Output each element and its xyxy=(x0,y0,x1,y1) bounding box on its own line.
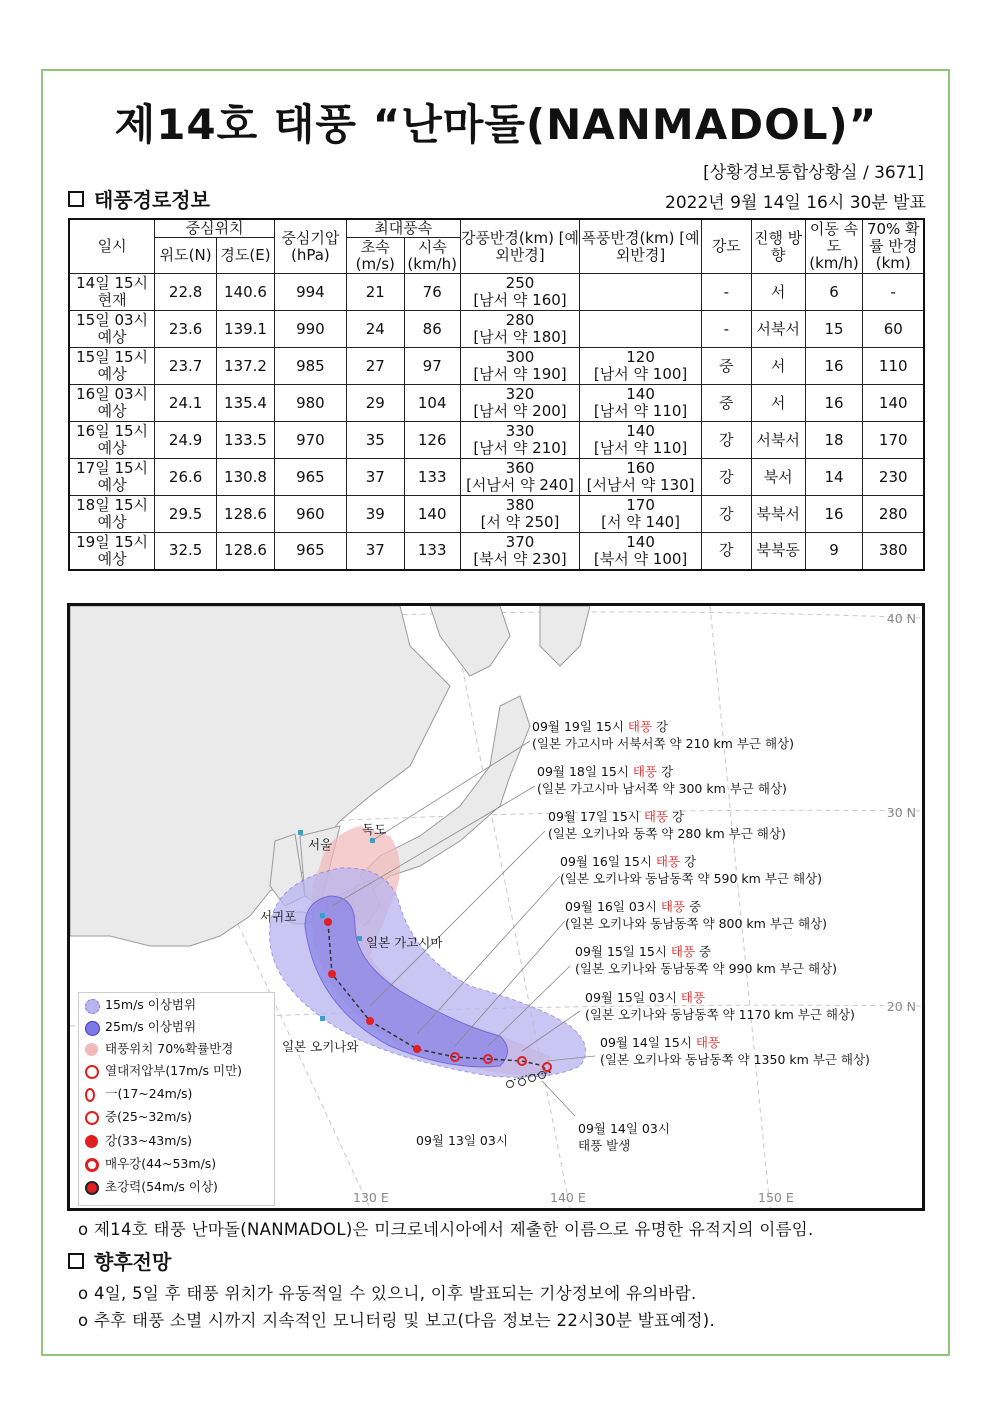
col-intensity: 강도 xyxy=(701,219,751,274)
table-row xyxy=(69,459,924,496)
page-title: 제14호 태풍 “난마돌(NANMADOL)” xyxy=(114,100,878,149)
genesis-time: 09월 14일 03시 xyxy=(578,1121,670,1136)
genesis-label: 태풍 발생 xyxy=(578,1138,631,1153)
col-lon: 경도(E) xyxy=(217,238,275,274)
col-direction: 진행 방향 xyxy=(751,219,805,274)
cell-pressure: 985 xyxy=(274,348,346,385)
cell-speed: 15 xyxy=(805,311,863,348)
legend-super: 초강력(54m/s 이상) xyxy=(105,1177,218,1197)
place-seogwipo: 서귀포 xyxy=(260,909,297,924)
cell-intensity: 중 xyxy=(701,348,751,385)
lon-label-130: 130 E xyxy=(353,1190,389,1205)
checkbox-icon xyxy=(68,191,84,207)
cell-pressure: 965 xyxy=(274,459,346,496)
cell-speed: 9 xyxy=(805,533,863,570)
place-seoul: 서울 xyxy=(308,837,333,852)
cell-kmh: 97 xyxy=(404,348,460,385)
cell-intensity: 강 xyxy=(701,533,751,570)
section-track-info xyxy=(68,184,210,213)
col-storm-radius: 폭풍반경(km) [예외반경] xyxy=(580,219,702,274)
cell-intensity: 강 xyxy=(701,496,751,533)
cell-strong: 370 [북서 약 230] xyxy=(460,533,580,570)
cell-direction: 서북서 xyxy=(751,422,805,459)
col-speed: 이동 속도 (km/h) xyxy=(805,219,863,274)
cell-kmh: 133 xyxy=(404,533,460,570)
cell-strong: 330 [남서 약 210] xyxy=(460,422,580,459)
track-annotation: 09월 16일 03시 태풍 중 (일본 오키나와 동남동쪽 약 800 km 부근 해상) xyxy=(565,899,827,931)
table-row xyxy=(69,348,924,385)
lon-label-140: 140 E xyxy=(550,1190,586,1205)
cell-ms: 35 xyxy=(346,422,404,459)
place-kagoshima: 일본 가고시마 xyxy=(366,935,443,950)
cell-prob: 170 xyxy=(863,422,924,459)
legend-15ms: 15m/s 이상범위 xyxy=(105,995,196,1015)
cell-lat: 23.7 xyxy=(155,348,217,385)
cell-ms: 37 xyxy=(346,459,404,496)
cell-pressure: 994 xyxy=(274,274,346,311)
cell-ms: 24 xyxy=(346,311,404,348)
cell-storm xyxy=(580,311,702,348)
cell-time: 15일 03시 예상 xyxy=(69,311,155,348)
cell-prob: 140 xyxy=(863,385,924,422)
cell-lat: 29.5 xyxy=(155,496,217,533)
cell-storm: 120 [남서 약 100] xyxy=(580,348,702,385)
cell-pressure: 965 xyxy=(274,533,346,570)
cell-kmh: 104 xyxy=(404,385,460,422)
cell-lat: 23.6 xyxy=(155,311,217,348)
place-dokdo: 독도 xyxy=(362,822,387,837)
cell-speed: 16 xyxy=(805,385,863,422)
cell-time: 16일 15시 예상 xyxy=(69,422,155,459)
cell-ms: 39 xyxy=(346,496,404,533)
cell-time: 14일 15시 현재 xyxy=(69,274,155,311)
cell-kmh: 140 xyxy=(404,496,460,533)
legend-very-strong: 매우강(44~53m/s) xyxy=(105,1154,216,1174)
cell-pressure: 960 xyxy=(274,496,346,533)
cell-pressure: 970 xyxy=(274,422,346,459)
cell-time: 18일 15시 예상 xyxy=(69,496,155,533)
table-row xyxy=(69,496,924,533)
table-row xyxy=(69,311,924,348)
cell-lat: 32.5 xyxy=(155,533,217,570)
office-label: [상황경보통합상황실 / 3671] xyxy=(703,163,924,183)
track-annotation: 09월 18일 15시 태풍 강 (일본 가고시마 남서쪽 약 300 km 부근 해상) xyxy=(537,764,787,796)
cell-pressure: 990 xyxy=(274,311,346,348)
table-row xyxy=(69,533,924,570)
track-annotation: 09월 16일 15시 태풍 강 (일본 오키나와 동남동쪽 약 590 km 부근 해상) xyxy=(560,854,822,886)
cell-lon: 128.6 xyxy=(217,496,275,533)
section-title: 태풍경로정보 xyxy=(94,188,210,212)
legend-25ms: 25m/s 이상범위 xyxy=(105,1017,196,1037)
col-center: 중심위치 xyxy=(155,219,275,238)
cell-intensity: 강 xyxy=(701,422,751,459)
cell-intensity: - xyxy=(701,274,751,311)
cell-strong: 360 [서남서 약 240] xyxy=(460,459,580,496)
checkbox-icon xyxy=(68,1253,84,1269)
cell-speed: 6 xyxy=(805,274,863,311)
cell-time: 19일 15시 예상 xyxy=(69,533,155,570)
cell-pressure: 980 xyxy=(274,385,346,422)
legend-td: 열대저압부(17m/s 미만) xyxy=(105,1061,242,1081)
cell-kmh: 86 xyxy=(404,311,460,348)
cell-ms: 21 xyxy=(346,274,404,311)
cell-lon: 128.6 xyxy=(217,533,275,570)
cell-lat: 24.1 xyxy=(155,385,217,422)
legend-strong: 강(33~43m/s) xyxy=(105,1131,192,1151)
cell-intensity: 강 xyxy=(701,459,751,496)
cell-time: 15일 15시 예상 xyxy=(69,348,155,385)
cell-lat: 26.6 xyxy=(155,459,217,496)
col-pressure: 중심기압 (hPa) xyxy=(274,219,346,274)
cell-ms: 27 xyxy=(346,348,404,385)
place-okinawa: 일본 오키나와 xyxy=(282,1039,359,1054)
legend-weak: 一(17~24m/s) xyxy=(105,1084,192,1104)
cell-kmh: 126 xyxy=(404,422,460,459)
col-time: 일시 xyxy=(69,219,155,274)
outlook-1: o 4일, 5일 후 태풍 위치가 유동적일 수 있으니, 이후 발표되는 기상정보에 유의바람. xyxy=(78,1284,697,1303)
cell-storm xyxy=(580,274,702,311)
lat-label-40: 40 N xyxy=(886,611,916,626)
cell-speed: 16 xyxy=(805,348,863,385)
cell-strong: 380 [서 약 250] xyxy=(460,496,580,533)
cell-storm: 140 [북서 약 100] xyxy=(580,533,702,570)
cell-lon: 139.1 xyxy=(217,311,275,348)
cell-speed: 14 xyxy=(805,459,863,496)
track-annotation: 09월 15일 03시 태풍 (일본 오키나와 동남동쪽 약 1170 km 부근 해상) xyxy=(585,990,855,1022)
cell-storm: 170 [서 약 140] xyxy=(580,496,702,533)
track-annotation: 09월 17일 15시 태풍 강 (일본 오키나와 동쪽 약 280 km 부근 해상) xyxy=(548,809,786,841)
cell-time: 16일 03시 예상 xyxy=(69,385,155,422)
cell-lon: 130.8 xyxy=(217,459,275,496)
cell-strong: 300 [남서 약 190] xyxy=(460,348,580,385)
track-annotation: 09월 15일 15시 태풍 중 (일본 오키나와 동남동쪽 약 990 km 부근 해상) xyxy=(575,944,837,976)
cell-strong: 250 [남서 약 160] xyxy=(460,274,580,311)
cell-storm: 140 [남서 약 110] xyxy=(580,385,702,422)
cell-direction: 서 xyxy=(751,274,805,311)
table-row xyxy=(69,274,924,311)
cell-intensity: - xyxy=(701,311,751,348)
cell-direction: 북북동 xyxy=(751,533,805,570)
outlook-2: o 추후 태풍 소멸 시까지 지속적인 모니터링 및 보고(다음 정보는 22시30분 발표예정). xyxy=(78,1311,716,1330)
cell-time: 17일 15시 예상 xyxy=(69,459,155,496)
cell-storm: 140 [남서 약 110] xyxy=(580,422,702,459)
cell-kmh: 133 xyxy=(404,459,460,496)
legend-medium: 중(25~32m/s) xyxy=(105,1107,192,1127)
track-table xyxy=(68,218,925,571)
cell-prob: 110 xyxy=(863,348,924,385)
lat-label-30: 30 N xyxy=(886,805,916,820)
cell-direction: 북북서 xyxy=(751,496,805,533)
start-time: 09월 13일 03시 xyxy=(416,1133,508,1148)
cell-speed: 16 xyxy=(805,496,863,533)
map-legend xyxy=(78,992,275,1206)
cell-lon: 140.6 xyxy=(217,274,275,311)
col-strong-radius: 강풍반경(km) [예외반경] xyxy=(460,219,580,274)
track-annotation: 09월 14일 15시 태풍 (일본 오키나와 동남동쪽 약 1350 km 부근 해상) xyxy=(600,1035,870,1067)
cell-lon: 133.5 xyxy=(217,422,275,459)
cell-lon: 135.4 xyxy=(217,385,275,422)
cell-direction: 북서 xyxy=(751,459,805,496)
cell-speed: 18 xyxy=(805,422,863,459)
cell-prob: 60 xyxy=(863,311,924,348)
col-wind: 최대풍속 xyxy=(346,219,460,238)
section-outlook xyxy=(68,1246,171,1275)
cell-lat: 22.8 xyxy=(155,274,217,311)
col-lat: 위도(N) xyxy=(155,238,217,274)
cell-direction: 서북서 xyxy=(751,311,805,348)
track-annotation: 09월 19일 15시 태풍 강 (일본 가고시마 서북서쪽 약 210 km 부근 해상) xyxy=(532,719,794,751)
cell-direction: 서 xyxy=(751,348,805,385)
col-ms: 초속 (m/s) xyxy=(346,238,404,274)
cell-kmh: 76 xyxy=(404,274,460,311)
cell-prob: 230 xyxy=(863,459,924,496)
cell-strong: 320 [남서 약 200] xyxy=(460,385,580,422)
lon-label-150: 150 E xyxy=(758,1190,794,1205)
table-row xyxy=(69,385,924,422)
cell-strong: 280 [남서 약 180] xyxy=(460,311,580,348)
cell-direction: 서 xyxy=(751,385,805,422)
lat-label-20: 20 N xyxy=(886,999,916,1014)
table-row xyxy=(69,422,924,459)
cell-prob: 380 xyxy=(863,533,924,570)
col-prob-radius: 70% 확률 반경 (km) xyxy=(863,219,924,274)
cell-intensity: 중 xyxy=(701,385,751,422)
legend-prob: 태풍위치 70%확률반경 xyxy=(105,1039,233,1059)
cell-lon: 137.2 xyxy=(217,348,275,385)
issued-time: 2022년 9월 14일 16시 30분 발표 xyxy=(665,193,926,213)
cell-lat: 24.9 xyxy=(155,422,217,459)
name-note: o 제14호 태풍 난마돌(NANMADOL)은 미크로네시아에서 제출한 이름으로 유명한 유적지의 이름임. xyxy=(78,1220,814,1239)
col-kmh: 시속 (km/h) xyxy=(404,238,460,274)
section-title: 향후전망 xyxy=(94,1250,172,1274)
cell-prob: - xyxy=(863,274,924,311)
cell-storm: 160 [서남서 약 130] xyxy=(580,459,702,496)
cell-prob: 280 xyxy=(863,496,924,533)
cell-ms: 29 xyxy=(346,385,404,422)
cell-ms: 37 xyxy=(346,533,404,570)
